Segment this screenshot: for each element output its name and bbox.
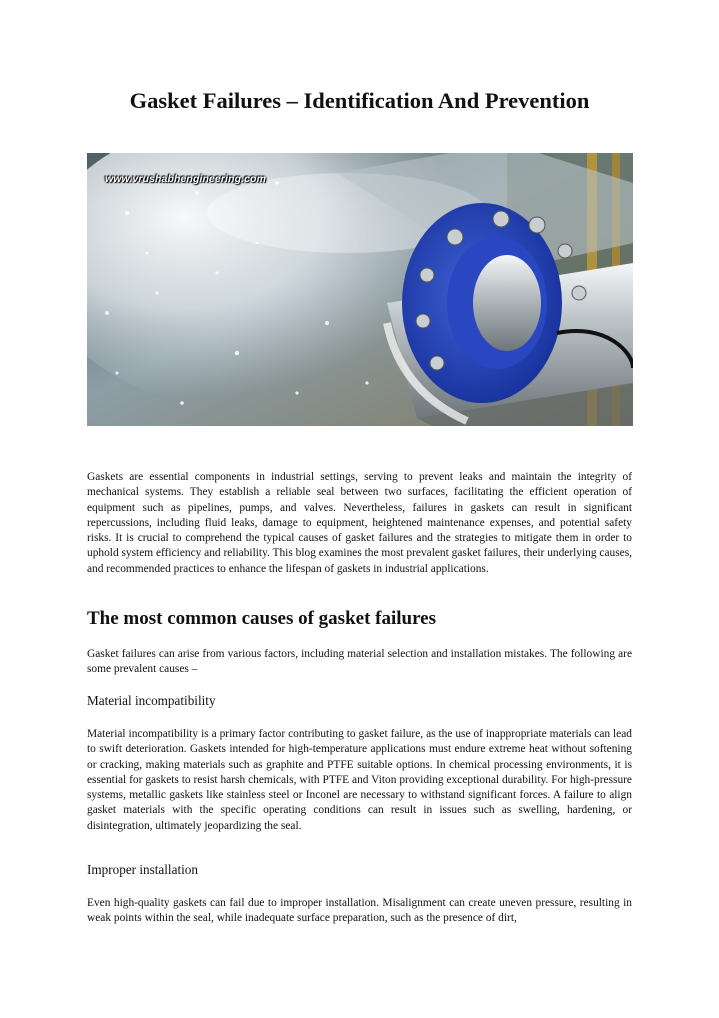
subsection-heading-material-incompatibility: Material incompatibility [87, 693, 216, 708]
section-lead-paragraph: Gasket failures can arise from various factors, including material selection and installation mistakes. The following are some prevalent causes – [87, 648, 632, 676]
subsection-heading-improper-installation: Improper installation [87, 862, 198, 877]
intro-paragraph: Gaskets are essential components in industrial settings, serving to prevent leaks and maintain the integrity of mechanical systems. They establish a reliable seal between two surfaces, facilitating the efficient operation of equipment such as pipelines, pumps, and valves. Nevertheless, failures in gaskets can result in significant repercussions, including fluid leaks, damage to equipment, heightened maintenance expenses, and potential safety risks. It is crucial to comprehend the typical causes of gasket failures and the strategies to mitigate them in order to uphold system efficiency and reliability. This blog examines the most prevalent gasket failures, their underlying causes, and recommended practices to enhance the lifespan of gaskets in industrial applications. [87, 471, 632, 575]
leaking-flange-photo [87, 153, 633, 426]
material-incompatibility-paragraph: Material incompatibility is a primary factor contributing to gasket failure, as the use of inappropriate materials can lead to swift deterioration. Gaskets intended for high-temperature applications must endure extreme heat without softening or cracking, making materials such as graphite and PTFE suitable options. In chemical processing environments, it is essential for gaskets to resist harsh chemicals, with PTFE and Viton providing exceptional durability. For high-pressure systems, metallic gaskets like stainless steel or Inconel are necessary to withstand significant forces. A failure to align gasket materials with the specific operating conditions can result in issues such as swelling, hardening, or disintegration, ultimately jeopardizing the seal. [87, 728, 632, 832]
photo-watermark: www.vrushabhengineering.com [105, 173, 267, 185]
improper-installation-paragraph: Even high-quality gaskets can fail due to improper installation. Misalignment can create uneven pressure, resulting in weak points within the seal, while inadequate surface preparation, such as the presence of dirt, [87, 897, 632, 925]
page-title: Gasket Failures – Identification And Prevention [129, 88, 590, 113]
section-heading: The most common causes of gasket failures [87, 608, 437, 629]
photo-illustration [87, 153, 633, 426]
